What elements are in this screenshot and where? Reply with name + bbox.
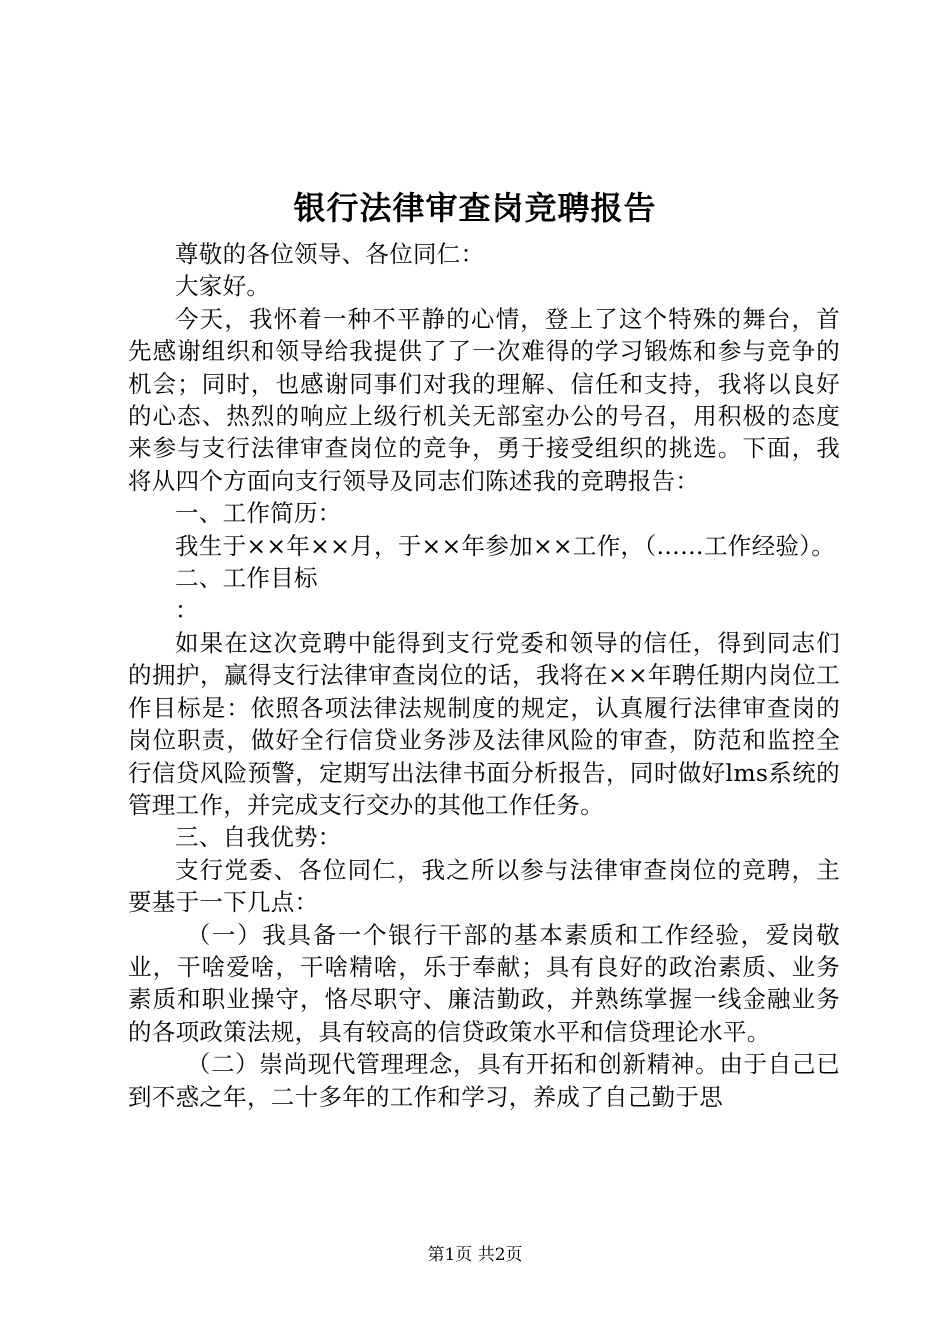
section-heading-strengths: 三、自我优势： <box>175 823 342 852</box>
page-footer: 第1页 共2页 <box>427 1245 523 1265</box>
paragraph-work-history: 我生于××年××月，于××年参加××工作，（……工作经验）。 <box>175 531 836 560</box>
paragraph-work-goals: 如果在这次竞聘中能得到支行党委和领导的信任，得到同志们的拥护，赢得支行法律审查岗位的话，我将在××年聘任期内岗位工作目标是：依照各项法律法规制度的规定，认真履行法律审查岗的岗位职责，做好全行信贷业务涉及法律风险的审查，防范和监控全行信贷风险预警，定期写出法律书面分析报告，同时做好lms系统的管理工作，并完成支行交办的其他工作任务。 <box>128 628 840 819</box>
document-body <box>128 238 840 1113</box>
section-heading-colon: ： <box>175 596 199 625</box>
paragraph-strength-1: （一）我具备一个银行干部的基本素质和工作经验，爱岗敬业，干啥爱啥，干啥精啥，乐于奉献；具有良好的政治素质、业务素质和职业操守，恪尽职守、廉洁勤政，并熟练掌握一线金融业务的各项政策法规，具有较高的信贷政策水平和信贷理论水平。 <box>128 920 840 1046</box>
paragraph-strengths-intro: 支行党委、各位同仁，我之所以参与法律审查岗位的竞聘，主要基于一下几点： <box>128 855 840 917</box>
paragraph-strength-2: （二）崇尚现代管理理念，具有开拓和创新精神。由于自己已到不惑之年，二十多年的工作和学习，养成了自己勤于思 <box>128 1050 840 1111</box>
salutation: 尊敬的各位领导、各位同仁： <box>175 240 485 268</box>
section-heading-work-goals: 二、工作目标 <box>175 564 318 593</box>
document-title: 银行法律审查岗竞聘报告 <box>293 189 657 227</box>
greeting: 大家好。 <box>175 272 271 301</box>
section-heading-work-history: 一、工作简历： <box>175 499 342 528</box>
paragraph-intro: 今天，我怀着一种不平静的心情，登上了这个特殊的舞台，首先感谢组织和领导给我提供了了一次难得的学习锻炼和参与竞争的机会；同时，也感谢同事们对我的理解、信任和支持，我将以良好的心态、热烈的响应上级行机关无部室办公的号召，用积极的态度来参与支行法律审查岗位的竞争，勇于接受组织的挑选。下面，我将从四个方面向支行领导及同志们陈述我的竞聘报告： <box>128 304 840 495</box>
